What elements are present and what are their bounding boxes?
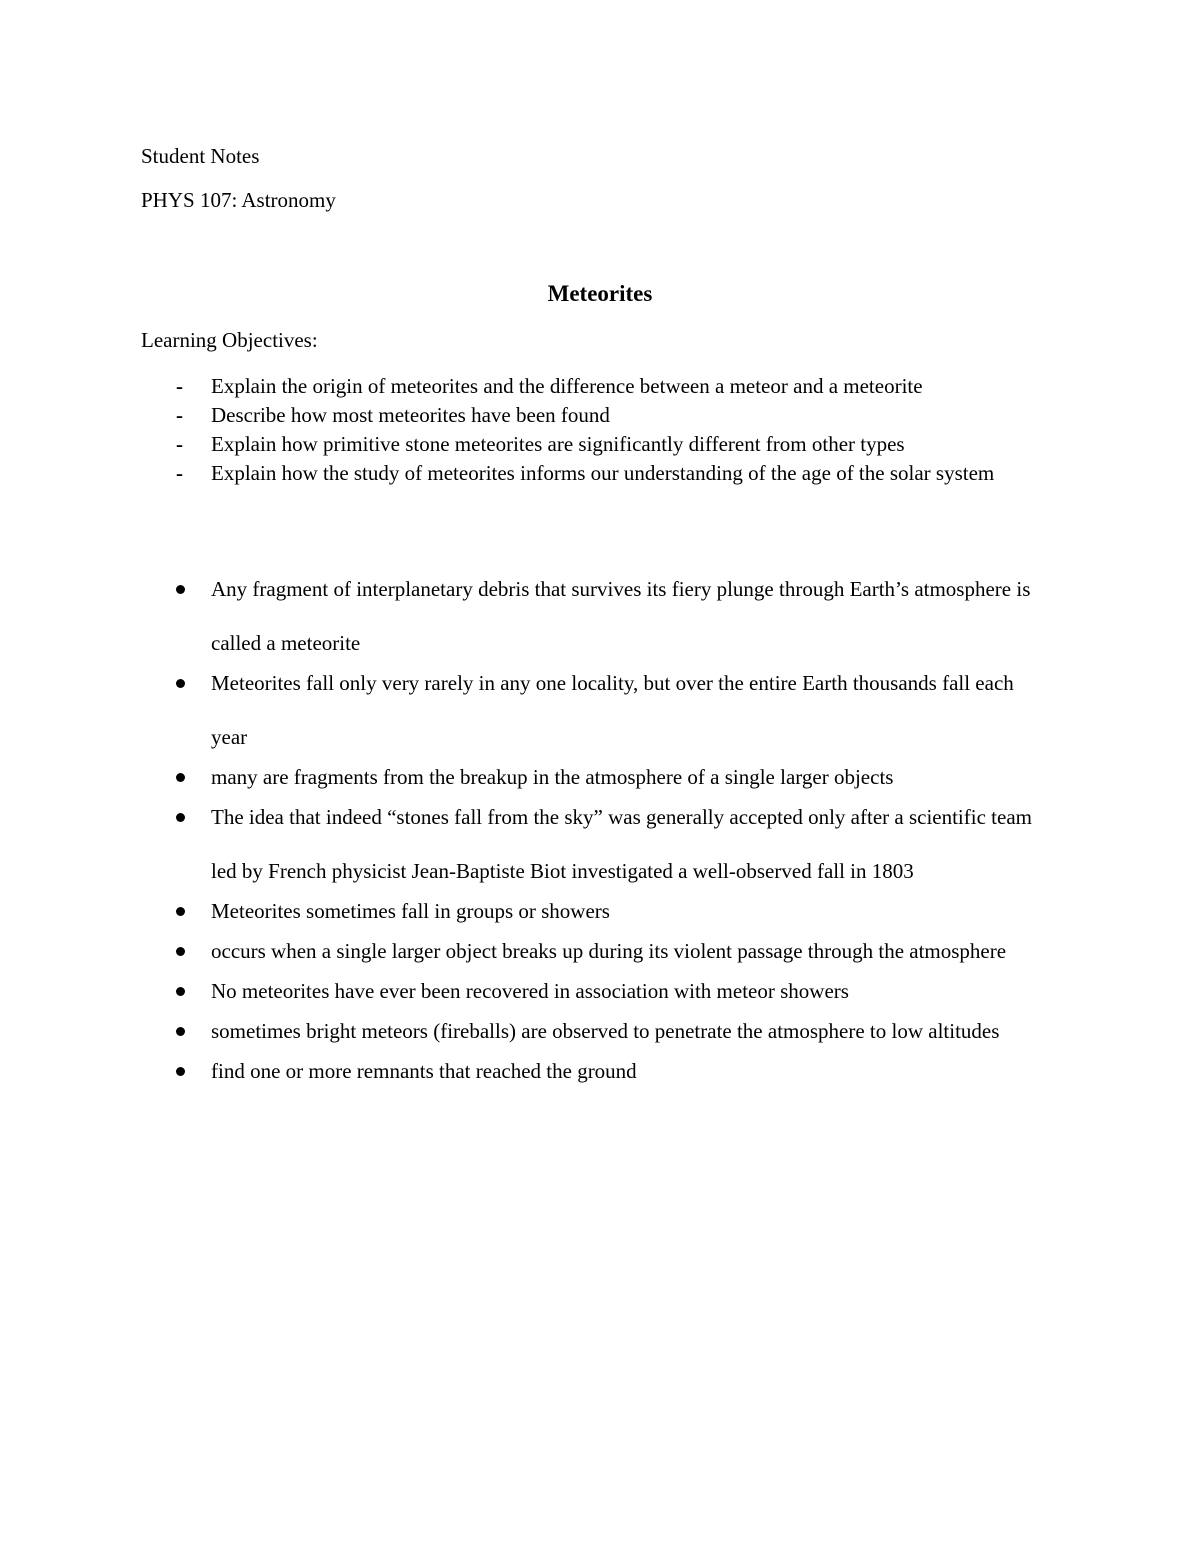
objective-item [141,459,1041,488]
bullet-icon [176,947,185,956]
note-text: Any fragment of interplanetary debris that survives its fiery plunge through Earth’s atmosphere is called a meteorite [211,577,1031,655]
bullet-icon [176,987,185,996]
objective-text: Describe how most meteorites have been found [211,403,610,427]
dash-marker: - [176,461,183,485]
bullet-icon [176,773,185,782]
bullet-icon [176,1067,185,1076]
note-item [141,790,1041,898]
note-text: No meteorites have ever been recovered in association with meteor showers [211,979,849,1003]
dash-marker: - [176,403,183,427]
objective-text: Explain the origin of meteorites and the difference between a meteor and a meteorite [211,374,923,398]
objectives-label: Learning Objectives: [141,328,318,352]
note-text: occurs when a single larger object breaks up during its violent passage through the atmosphere [211,939,1007,963]
objectives-list [141,372,1041,488]
note-text: find one or more remnants that reached the ground [211,1059,637,1083]
objective-text: Explain how primitive stone meteorites are significantly different from other types [211,432,905,456]
note-item [141,562,1041,670]
note-item [141,1044,1041,1098]
bullet-icon [176,813,185,822]
objective-item [141,372,1041,401]
note-text: Meteorites sometimes fall in groups or showers [211,899,610,923]
bullet-icon [176,585,185,594]
objective-text: Explain how the study of meteorites informs our understanding of the age of the solar system [211,461,995,485]
page-title: Meteorites [547,281,653,306]
objective-item [141,430,1041,459]
note-text: Meteorites fall only very rarely in any one locality, but over the entire Earth thousands fall each year [211,671,1014,749]
note-text: sometimes bright meteors (fireballs) are observed to penetrate the atmosphere to low altitudes [211,1019,1000,1043]
course-title: PHYS 107: Astronomy [141,188,336,212]
dash-marker: - [176,374,183,398]
bullet-icon [176,907,185,916]
objective-item [141,401,1041,430]
dash-marker: - [176,432,183,456]
document-label: Student Notes [141,144,260,168]
bullet-icon [176,1027,185,1036]
note-text: many are fragments from the breakup in the atmosphere of a single larger objects [211,765,894,789]
notes-list [141,576,1041,1098]
note-item [141,656,1041,764]
bullet-icon [176,679,185,688]
note-text: The idea that indeed “stones fall from the sky” was generally accepted only after a scientific team led by French physicist Jean-Baptiste Biot investigated a well-observed fall in 1803 [211,805,1032,883]
